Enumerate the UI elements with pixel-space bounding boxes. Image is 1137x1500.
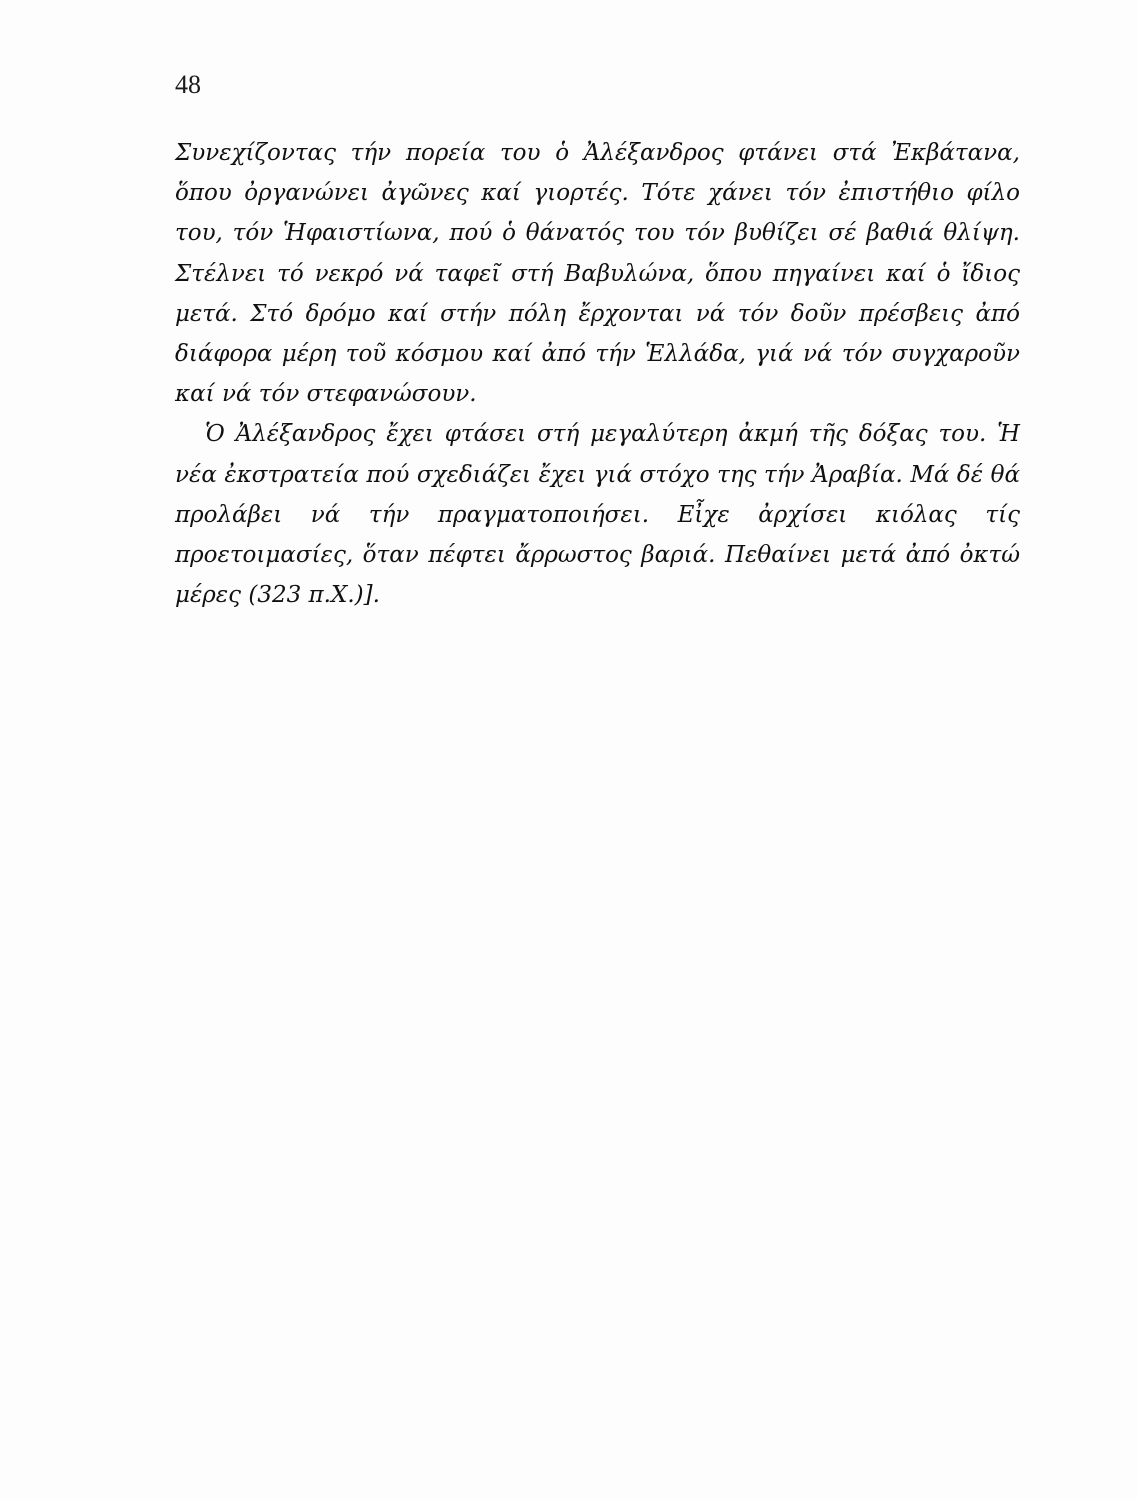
page-number: 48 — [175, 70, 201, 99]
paragraph-1: Συνεχίζοντας τήν πορεία του ὁ Ἀλέξανδρος φτάνει στά Ἐκβάτανα, ὅπου ὀργανώνει ἀγῶνες καί γιορτές. Τότε χάνει τόν ἐπιστήθιο φίλο του, τόν Ἡφαιστίωνα, πού ὁ θάνατός του τόν βυθίζει σέ βαθιά θλίψη. Στέλνει τό νεκρό νά ταφεῖ στή Βαβυλώνα, ὅπου πηγαίνει καί ὁ ἴδιος μετά. Στό δρόμο καί στήν πόλη ἔρχονται νά τόν δοῦν πρέσβεις ἀπό διάφορα μέρη τοῦ κόσμου καί ἀπό τήν Ἑλλάδα, γιά νά τόν συγχαροῦν καί νά τόν στεφανώσουν. — [175, 140, 1020, 408]
paragraph-2: Ὁ Ἀλέξανδρος ἔχει φτάσει στή μεγαλύτερη ἀκμή τῆς δόξας του. Ἡ νέα ἐκστρατεία πού σχεδιάζει ἔχει γιά στόχο της τήν Ἀραβία. Μά δέ θά προλάβει νά τήν πραγματοποιήσει. Εἶχε ἀρχίσει κιόλας τίς προετοιμασίες, ὅταν πέφτει ἄρρωστος βαριά. Πεθαίνει μετά ἀπό ὀκτώ μέρες (323 π.Χ.)]. — [175, 421, 1020, 609]
body-text — [175, 133, 1020, 615]
